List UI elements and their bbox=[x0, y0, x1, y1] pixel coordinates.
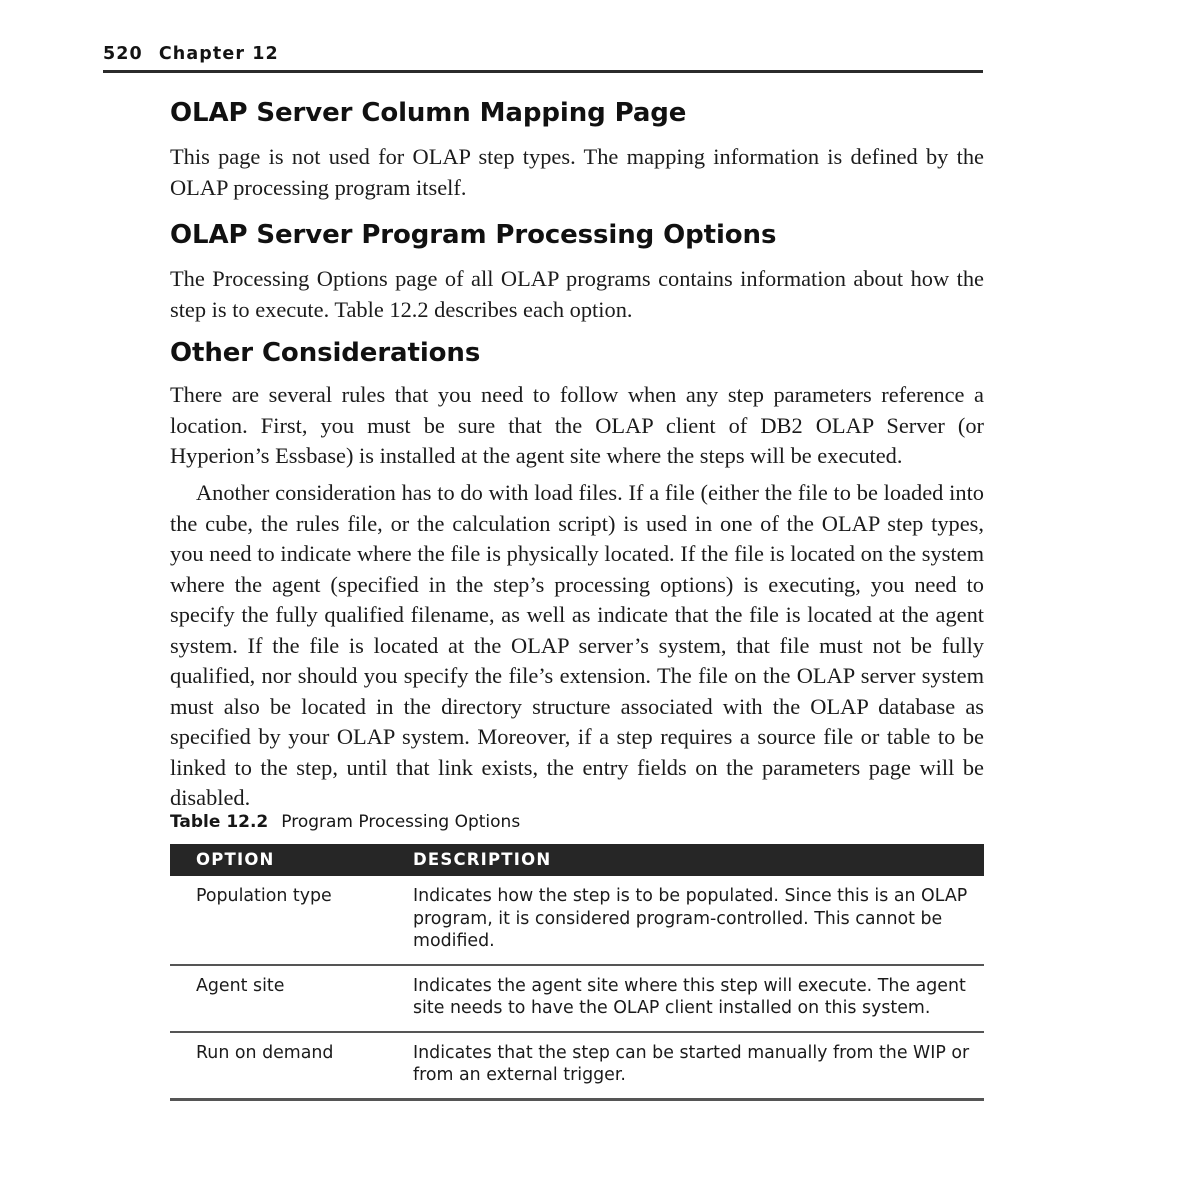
cell-description: Indicates that the step can be started manually from the WIP or from an external trigger. bbox=[413, 1032, 984, 1100]
paragraph-other-considerations-2: Another consideration has to do with load files. If a file (either the file to be loaded into the cube, the rules file, or the calculation script) is used in one of the OLAP step types, you need to indicate where the file is physically located. If the file is located on the system where the agent (specified in the step’s processing options) is executing, you need to specify the fully qualified filename, as well as indicate that the file is located at the agent system. If the file is located at the OLAP server’s system, that file must not be fully qualified, nor should you specify the file’s extension. The file on the OLAP server system must also be located in the directory structure associated with the OLAP database as specified by your OLAP system. Moreover, if a step requires a source file or table to be linked to the step, until that link exists, the entry fields on the parameters page will be disabled. bbox=[170, 480, 984, 810]
table-caption bbox=[170, 812, 520, 832]
running-head bbox=[103, 44, 983, 64]
table-caption-title: Program Processing Options bbox=[281, 812, 521, 832]
paragraph-processing-options: The Processing Options page of all OLAP programs contains information about how the step is to execute. Table 12.2 describes each option. bbox=[170, 266, 984, 322]
program-processing-options-table bbox=[170, 844, 984, 1101]
section-heading-processing-options: OLAP Server Program Processing Options bbox=[170, 220, 777, 250]
table-row bbox=[170, 965, 984, 1032]
table-head bbox=[170, 844, 984, 876]
running-head-line bbox=[103, 44, 983, 64]
column-header-description: DESCRIPTION bbox=[413, 844, 984, 876]
table-caption-label: Table 12.2 bbox=[170, 812, 269, 832]
column-header-option: OPTION bbox=[170, 844, 413, 876]
cell-option: Population type bbox=[170, 876, 413, 965]
table-row bbox=[170, 1032, 984, 1100]
table-header-row bbox=[170, 844, 984, 876]
section-heading-column-mapping: OLAP Server Column Mapping Page bbox=[170, 98, 687, 128]
page-number: 520 bbox=[103, 44, 143, 64]
paragraph-column-mapping: This page is not used for OLAP step types. The mapping information is defined by the OLAP processing program itself. bbox=[170, 144, 984, 200]
section-heading-other-considerations: Other Considerations bbox=[170, 338, 481, 368]
cell-description: Indicates the agent site where this step will execute. The agent site needs to have the OLAP client installed on this system. bbox=[413, 965, 984, 1032]
paragraph-other-considerations-1: There are several rules that you need to follow when any step parameters reference a location. First, you must be sure that the OLAP client of DB2 OLAP Server (or Hyperion’s Essbase) is installed at the agent site where the steps will be executed. bbox=[170, 382, 984, 468]
table-row bbox=[170, 876, 984, 965]
cell-description: Indicates how the step is to be populated. Since this is an OLAP program, it is considered program-controlled. This cannot be modified. bbox=[413, 876, 984, 965]
table-body bbox=[170, 876, 984, 1099]
running-head-rule bbox=[103, 70, 983, 73]
cell-option: Run on demand bbox=[170, 1032, 413, 1100]
cell-option: Agent site bbox=[170, 965, 413, 1032]
chapter-label: Chapter 12 bbox=[158, 44, 279, 64]
